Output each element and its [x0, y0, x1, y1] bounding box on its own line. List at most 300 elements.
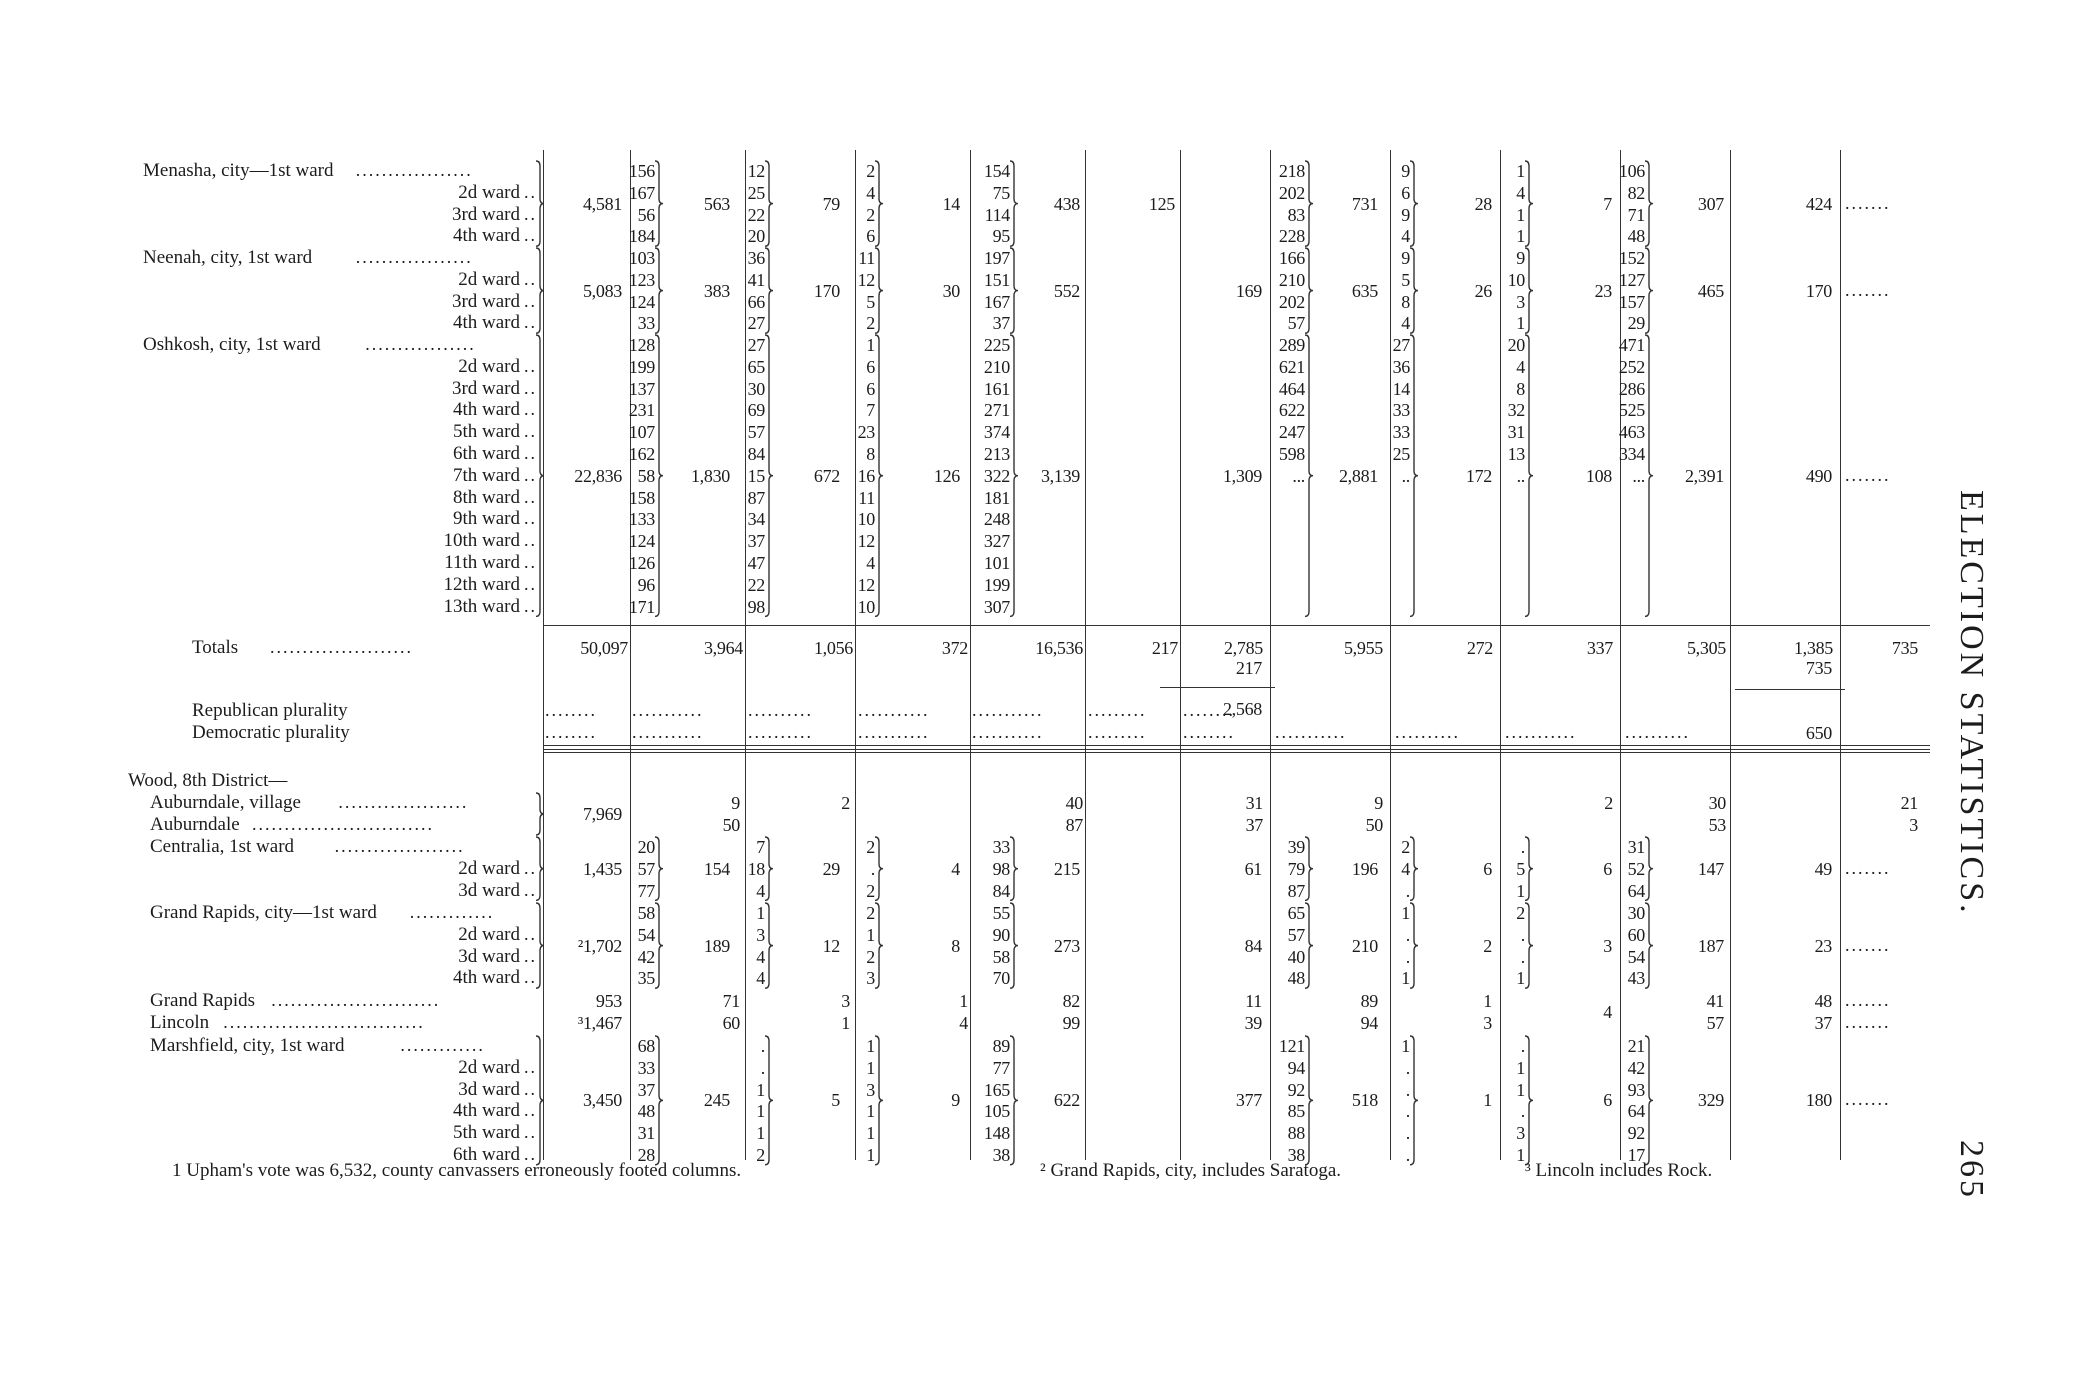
- table-cell: 99: [1062, 1013, 1080, 1033]
- table-cell: 2,391: [1684, 465, 1724, 486]
- table-cell: 42: [1627, 1057, 1645, 1078]
- table-cell: 202: [1278, 182, 1305, 203]
- table-cell: 4: [951, 858, 960, 879]
- table-cell: 11: [858, 487, 875, 508]
- table-cell: 4: [756, 880, 765, 901]
- table-cell: 40: [1287, 946, 1305, 967]
- leader-dots: ..: [524, 945, 537, 966]
- table-cell: 4: [756, 946, 765, 967]
- table-cell: 79: [822, 193, 840, 214]
- table-cell: 3: [1603, 935, 1612, 956]
- table-cell: 6: [866, 356, 875, 377]
- row-label: 2d ward: [458, 1056, 520, 1078]
- table-cell: 20: [637, 837, 655, 857]
- table-cell: 189: [703, 935, 730, 956]
- brace: [534, 334, 546, 617]
- table-cell: 735: [1805, 658, 1832, 678]
- table-cell: .: [760, 1057, 765, 1078]
- leader-dots: ...........: [858, 700, 930, 720]
- table-cell: 196: [1351, 858, 1378, 879]
- table-cell: 9: [1516, 248, 1525, 268]
- leader-dots: ..........: [748, 700, 813, 720]
- table-cell: 1: [866, 1145, 875, 1165]
- table-cell: 199: [983, 574, 1010, 595]
- leader-dots: ..: [524, 355, 537, 376]
- row-rule: [543, 752, 1930, 753]
- table-cell: 2: [866, 903, 875, 923]
- table-cell: 50: [1365, 815, 1383, 835]
- table-cell: 1,830: [690, 465, 730, 486]
- table-cell: 621: [1278, 356, 1305, 377]
- table-cell: .: [1405, 924, 1410, 945]
- table-cell: 4: [866, 182, 875, 203]
- row-label: 3d ward: [458, 945, 520, 967]
- row-label: 7th ward: [452, 464, 520, 486]
- column-rule: [1180, 150, 1181, 1160]
- table-cell: .: [1520, 924, 1525, 945]
- table-cell: 30: [1627, 903, 1645, 923]
- brace: [1303, 902, 1315, 989]
- table-cell: 123: [628, 269, 655, 290]
- table-cell: 23: [1594, 280, 1612, 301]
- table-cell: 71: [722, 991, 740, 1011]
- footnote: ² Grand Rapids, city, includes Saratoga.: [1040, 1160, 1342, 1181]
- table-cell: ²1,702: [577, 935, 622, 956]
- leader-dots: ...........: [972, 700, 1044, 720]
- total-value: 337: [1586, 638, 1613, 658]
- table-cell: 162: [628, 444, 655, 464]
- table-cell: 4,581: [582, 193, 622, 214]
- footnote: 1 Upham's vote was 6,532, county canvassers erroneously footed columns.: [172, 1160, 742, 1181]
- table-cell: ³1,467: [577, 1013, 622, 1033]
- row-label: 9th ward: [452, 508, 520, 530]
- table-cell: 552: [1053, 280, 1080, 301]
- table-cell: 6: [866, 226, 875, 247]
- table-cell: 181: [983, 487, 1010, 508]
- table-cell: 334: [1618, 444, 1645, 464]
- table-cell: .: [1520, 1101, 1525, 1122]
- brace: [653, 902, 665, 989]
- brace: [653, 836, 665, 901]
- total-value: 1,056: [813, 638, 853, 658]
- brace: [1408, 160, 1420, 247]
- row-label: 5th ward: [452, 421, 520, 443]
- table-cell: 33: [1392, 422, 1410, 443]
- table-cell: 98: [992, 858, 1010, 879]
- row-label: Neenah, city, 1st ward: [143, 247, 313, 268]
- table-cell: 151: [983, 269, 1010, 290]
- brace: [534, 836, 546, 901]
- running-head: ELECTION STATISTICS.: [1953, 490, 1990, 916]
- table-cell: 210: [1351, 935, 1378, 956]
- table-cell: 108: [1585, 465, 1612, 486]
- table-cell: 17: [1627, 1145, 1645, 1165]
- brace: [870, 836, 885, 901]
- table-cell: 84: [747, 444, 765, 464]
- table-cell: 7,969: [582, 804, 622, 824]
- table-cell: 12: [747, 161, 765, 181]
- table-cell: 202: [1278, 291, 1305, 312]
- leader-dots: ...........: [1275, 722, 1347, 742]
- table-cell: .: [760, 1036, 765, 1056]
- row-rule: [1735, 689, 1845, 690]
- table-cell: 55: [992, 903, 1010, 923]
- table-cell: 5: [1401, 269, 1410, 290]
- leader-dots: .......: [1845, 464, 1891, 485]
- row-label: 3rd ward: [451, 203, 520, 225]
- section-heading: Wood, 8th District—: [128, 770, 288, 791]
- leader-dots: ....................: [334, 836, 465, 856]
- table-cell: 93: [1627, 1079, 1645, 1100]
- table-cell: 2: [1604, 793, 1613, 813]
- table-cell: 4: [756, 968, 765, 989]
- table-cell: 12: [857, 574, 875, 595]
- table-cell: 14: [1392, 378, 1410, 399]
- table-cell: 137: [628, 378, 655, 399]
- table-cell: .: [1405, 1101, 1410, 1122]
- table-cell: 172: [1465, 465, 1492, 486]
- brace: [534, 902, 546, 989]
- table-cell: 89: [1360, 991, 1378, 1011]
- table-cell: .: [870, 858, 875, 879]
- table-cell: 94: [1287, 1057, 1305, 1078]
- leader-dots: ..: [524, 377, 537, 398]
- table-cell: 30: [747, 378, 765, 399]
- table-cell: 2: [866, 946, 875, 967]
- table-cell: 218: [1278, 161, 1305, 181]
- table-cell: 87: [1287, 880, 1305, 901]
- page-number: 265: [1953, 1140, 1990, 1200]
- table-cell: 82: [1062, 991, 1080, 1011]
- column-rule: [970, 150, 971, 1160]
- table-cell: 438: [1053, 193, 1080, 214]
- brace: [534, 247, 546, 334]
- table-cell: 36: [747, 248, 765, 268]
- brace: [1643, 902, 1655, 989]
- column-rule: [1500, 150, 1501, 1160]
- brace: [653, 1035, 665, 1166]
- leader-dots: ..........: [1625, 722, 1690, 742]
- brace: [873, 1035, 885, 1166]
- brace: [1408, 334, 1420, 617]
- brace: [873, 902, 885, 989]
- table-cell: 6: [1483, 858, 1492, 879]
- table-cell: 1: [1516, 968, 1525, 989]
- row-label: Oshkosh, city, 1st ward: [143, 334, 321, 355]
- table-cell: 105: [983, 1101, 1010, 1122]
- leader-dots: ..: [524, 203, 537, 224]
- rep-plurality-label: Republican plurality: [192, 700, 348, 721]
- table-cell: 22: [747, 574, 765, 595]
- row-label: 2d ward: [458, 355, 520, 377]
- row-label: Menasha, city—1st ward: [143, 160, 334, 181]
- table-cell: 1: [756, 1123, 765, 1144]
- table-cell: 154: [983, 161, 1010, 181]
- table-cell: 64: [1627, 1101, 1645, 1122]
- table-cell: 170: [813, 280, 840, 301]
- table-cell: 9: [731, 793, 740, 813]
- table-cell: 1: [1516, 313, 1525, 334]
- brace: [763, 247, 775, 334]
- table-cell: 1: [866, 1036, 875, 1056]
- table-cell: 1: [1401, 1036, 1410, 1056]
- table-cell: 2: [1516, 903, 1525, 923]
- brace: [873, 334, 885, 617]
- brace: [534, 1035, 546, 1166]
- total-value: 1,385: [1793, 638, 1833, 658]
- table-cell: 98: [747, 596, 765, 617]
- leader-dots: ..........: [748, 722, 813, 742]
- table-cell: 60: [1627, 924, 1645, 945]
- row-label: Lincoln: [150, 1012, 210, 1033]
- table-cell: 5,083: [582, 280, 622, 301]
- table-cell: 3: [866, 1079, 875, 1100]
- table-cell: 32: [1507, 400, 1525, 421]
- table-cell: 28: [637, 1145, 655, 1165]
- table-cell: 4: [1516, 356, 1525, 377]
- table-cell: 307: [983, 596, 1010, 617]
- row-label: 10th ward: [443, 530, 520, 552]
- brace: [534, 160, 546, 247]
- table-cell: 1: [866, 335, 875, 355]
- table-cell: 329: [1697, 1090, 1724, 1111]
- table-cell: 89: [992, 1036, 1010, 1056]
- leader-dots: .......: [1845, 279, 1891, 300]
- table-cell: 2: [866, 161, 875, 181]
- table-cell: 56: [637, 204, 655, 225]
- table-cell: 2: [1401, 837, 1410, 857]
- table-cell: 2: [866, 313, 875, 334]
- table-cell: 731: [1351, 193, 1378, 214]
- leader-dots: ..: [524, 1100, 537, 1121]
- leader-dots: ..: [524, 290, 537, 311]
- row-label: Grand Rapids: [150, 990, 256, 1011]
- table-cell: 25: [747, 182, 765, 203]
- column-rule: [1085, 150, 1086, 1160]
- table-cell: 125: [1148, 193, 1175, 214]
- table-cell: 9: [1401, 248, 1410, 268]
- leader-dots: ......................: [270, 637, 413, 657]
- table-cell: 27: [747, 335, 765, 355]
- row-label: 8th ward: [452, 486, 520, 508]
- table-cell: 184: [628, 226, 655, 247]
- table-cell: 213: [983, 444, 1010, 464]
- table-cell: 16: [857, 465, 875, 486]
- table-cell: 70: [992, 968, 1010, 989]
- table-cell: 8: [951, 935, 960, 956]
- table-cell: 31: [637, 1123, 655, 1144]
- table-cell: 1,309: [1222, 465, 1262, 486]
- row-label: Marshfield, city, 1st ward: [150, 1035, 345, 1056]
- table-cell: 87: [747, 487, 765, 508]
- table-cell: 75: [992, 182, 1010, 203]
- table-cell: 88: [1287, 1123, 1305, 1144]
- leader-dots: .......: [1845, 934, 1891, 955]
- table-cell: 327: [983, 531, 1010, 552]
- leader-dots: ........: [545, 700, 597, 720]
- table-cell: 37: [1245, 815, 1263, 835]
- table-cell: 37: [992, 313, 1010, 334]
- table-cell: 57: [637, 858, 655, 879]
- table-cell: 465: [1697, 280, 1724, 301]
- table-cell: 94: [1360, 1013, 1378, 1033]
- table-cell: 92: [1627, 1123, 1645, 1144]
- table-cell: 114: [984, 204, 1010, 225]
- leader-dots: ...........: [972, 722, 1044, 742]
- leader-dots: ...............................: [223, 1012, 425, 1032]
- table-cell: 156: [628, 161, 655, 181]
- leader-dots: .............: [400, 1035, 485, 1055]
- brace: [1008, 334, 1020, 617]
- table-cell: 90: [992, 924, 1010, 945]
- row-label: 6th ward: [452, 443, 520, 464]
- table-cell: .: [1405, 880, 1410, 901]
- table-cell: 1: [866, 1123, 875, 1144]
- table-cell: 1: [1483, 991, 1492, 1011]
- row-label: 4th ward: [452, 1100, 520, 1122]
- row-label: 2d ward: [458, 923, 520, 945]
- table-cell: 635: [1351, 280, 1378, 301]
- row-label: 2d ward: [458, 857, 520, 879]
- table-cell: 152: [1618, 248, 1645, 268]
- leader-dots: ...........: [632, 700, 704, 720]
- table-cell: 167: [983, 291, 1010, 312]
- table-cell: 57: [1706, 1013, 1724, 1033]
- table-cell: 133: [628, 509, 655, 530]
- table-cell: 1: [1401, 968, 1410, 989]
- table-cell: 1: [1401, 903, 1410, 923]
- brace: [1405, 1035, 1420, 1166]
- table-cell: .: [1405, 946, 1410, 967]
- table-cell: 231: [628, 400, 655, 421]
- table-cell: 217: [1235, 658, 1262, 678]
- leader-dots: ..: [524, 225, 537, 246]
- table-cell: 31: [1507, 422, 1525, 443]
- table-cell: 48: [1627, 226, 1645, 247]
- table-cell: 20: [747, 226, 765, 247]
- table-cell: 672: [813, 465, 840, 486]
- table-cell: 148: [983, 1123, 1010, 1144]
- row-label: 4th ward: [452, 312, 520, 334]
- table-cell: 2: [841, 793, 850, 813]
- table-cell: 286: [1618, 378, 1645, 399]
- table-cell: 166: [1278, 248, 1305, 268]
- leader-dots: ........: [545, 722, 597, 742]
- brace: [760, 1035, 775, 1166]
- table-cell: 1: [1516, 204, 1525, 225]
- brace: [1008, 160, 1020, 247]
- table-cell: 31: [1245, 793, 1263, 813]
- table-cell: 374: [983, 422, 1010, 443]
- table-cell: 83: [1287, 204, 1305, 225]
- table-cell: 210: [983, 356, 1010, 377]
- leader-dots: ..: [524, 443, 537, 463]
- table-cell: .: [1405, 1123, 1410, 1144]
- table-cell: 127: [1618, 269, 1645, 290]
- brace: [1520, 902, 1535, 989]
- table-cell: 8: [866, 444, 875, 464]
- total-value: 50,097: [580, 638, 628, 658]
- footnote: ³ Lincoln includes Rock.: [1525, 1160, 1713, 1181]
- leader-dots: ...........: [858, 722, 930, 742]
- table-cell: 49: [1814, 858, 1832, 879]
- table-cell: 37: [1814, 1013, 1832, 1033]
- brace: [1008, 1035, 1020, 1166]
- table-cell: 43: [1627, 968, 1645, 989]
- table-cell: 271: [983, 400, 1010, 421]
- table-cell: 54: [1627, 946, 1645, 967]
- table-cell: 33: [637, 1057, 655, 1078]
- column-rule: [1840, 150, 1841, 1160]
- table-cell: 1: [756, 903, 765, 923]
- table-cell: 154: [703, 858, 730, 879]
- brace: [1523, 247, 1535, 334]
- table-cell: 147: [1697, 858, 1724, 879]
- table-cell: 247: [1278, 422, 1305, 443]
- total-value: 3,964: [703, 638, 743, 658]
- leader-dots: ..: [524, 879, 537, 900]
- brace: [1405, 836, 1420, 901]
- table-cell: 471: [1618, 335, 1645, 355]
- table-cell: 215: [1053, 858, 1080, 879]
- total-value: 272: [1466, 638, 1493, 658]
- table-cell: 5: [1516, 858, 1525, 879]
- row-rule: [543, 745, 1930, 750]
- table-cell: 9: [1401, 161, 1410, 181]
- table-cell: 95: [992, 226, 1010, 247]
- table-cell: 252: [1618, 356, 1645, 377]
- table-cell: 1: [1516, 1057, 1525, 1078]
- leader-dots: ..: [524, 923, 537, 944]
- table-cell: 48: [1287, 968, 1305, 989]
- table-cell: 322: [983, 465, 1010, 486]
- table-cell: 101: [983, 553, 1010, 573]
- leader-dots: ........: [1183, 722, 1235, 742]
- leader-dots: ..........: [1395, 722, 1460, 742]
- table-cell: 2: [1483, 935, 1492, 956]
- row-label: 3d ward: [458, 1078, 520, 1100]
- table-cell: 622: [1278, 400, 1305, 421]
- brace: [1643, 247, 1655, 334]
- table-cell: 289: [1278, 335, 1305, 355]
- row-label: 2d ward: [458, 268, 520, 290]
- leader-dots: ...........: [632, 722, 704, 742]
- leader-dots: ..: [524, 573, 537, 594]
- table-cell: 210: [1278, 269, 1305, 290]
- table-cell: 23: [1814, 935, 1832, 956]
- table-cell: 40: [1065, 793, 1083, 813]
- table-cell: 42: [637, 946, 655, 967]
- table-cell: 22,836: [574, 465, 622, 486]
- table-cell: 10: [1507, 269, 1525, 290]
- table-cell: 60: [722, 1013, 740, 1033]
- table-cell: 4: [959, 1013, 968, 1033]
- table-cell: ...: [1632, 465, 1645, 486]
- table-cell: 2: [866, 880, 875, 901]
- table-cell: 38: [992, 1145, 1010, 1165]
- table-cell: 14: [942, 193, 960, 214]
- leader-dots: ..: [524, 1078, 537, 1099]
- table-cell: 1: [1483, 1090, 1492, 1111]
- table-cell: 27: [747, 313, 765, 334]
- table-cell: 84: [1244, 935, 1262, 956]
- table-cell: 57: [1287, 313, 1305, 334]
- table-cell: 3: [1909, 815, 1918, 835]
- leader-dots: ..................: [355, 160, 473, 180]
- table-cell: 48: [637, 1101, 655, 1122]
- table-cell: 29: [1627, 313, 1645, 334]
- column-rule: [1390, 150, 1391, 1160]
